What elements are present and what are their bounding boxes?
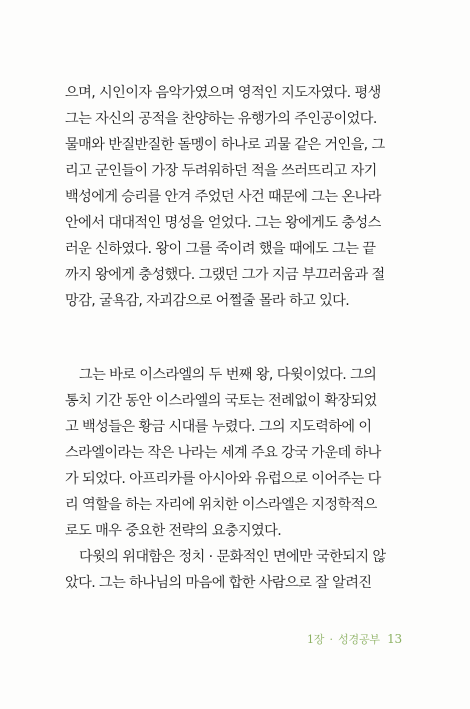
text-line: 까지 왕에게 충성했다. 그랬던 그가 지금 부끄러움과 절 xyxy=(65,267,385,283)
text-line: 가 되었다. 아프리카를 아시아와 유럽으로 이어주는 다 xyxy=(65,471,381,487)
text-line: 고 백성들은 황금 시대를 누렸다. 그의 지도력하에 이 xyxy=(65,419,372,435)
paragraph-1 xyxy=(65,80,405,314)
footer-separator: · xyxy=(329,633,333,646)
text-line: 다윗의 위대함은 정치 · 문화적인 면에만 국한되지 않 xyxy=(79,549,386,565)
text-line: 스라엘이라는 작은 나라는 세계 주요 강국 가운데 하나 xyxy=(65,445,381,461)
text-line: 통치 기간 동안 이스라엘의 국토는 전례없이 확장되었 xyxy=(65,393,377,409)
text-line: 리 역할을 하는 자리에 위치한 이스라엘은 지정학적으 xyxy=(65,497,377,513)
footer-section: 성경공부 xyxy=(338,633,380,646)
paragraph-2 xyxy=(65,362,405,596)
text-line: 러운 신하였다. 왕이 그를 죽이려 했을 때에도 그는 끝 xyxy=(65,241,376,257)
text-line: 백성에게 승리를 안겨 주었던 사건 때문에 그는 온나라 xyxy=(65,189,381,205)
text-line: 그는 자신의 공적을 찬양하는 유행가의 주인공이었다. xyxy=(65,111,377,127)
text-line: 리고 군인들이 가장 두려워하던 적을 쓰러뜨리고 자기 xyxy=(65,163,377,179)
text-line: 그는 바로 이스라엘의 두 번째 왕, 다윗이었다. 그의 xyxy=(79,367,377,383)
text-line: 으며, 시인이자 음악가였으며 영적인 지도자였다. 평생 xyxy=(65,85,381,101)
text-line: 았다. 그는 하나님의 마음에 합한 사람으로 잘 알려진 xyxy=(65,575,372,591)
page-footer xyxy=(307,631,402,647)
text-line: 물매와 반질반질한 돌멩이 하나로 괴물 같은 거인을, 그 xyxy=(65,137,385,153)
text-line: 로도 매우 중요한 전략의 요충지였다. xyxy=(65,523,282,539)
page-number: 13 xyxy=(387,632,402,646)
footer-chapter: 1장 xyxy=(306,633,325,646)
text-line: 망감, 굴욕감, 자괴감으로 어쩔줄 몰라 하고 있다. xyxy=(65,293,350,309)
text-line: 안에서 대대적인 명성을 얻었다. 그는 왕에게도 충성스 xyxy=(65,215,381,231)
